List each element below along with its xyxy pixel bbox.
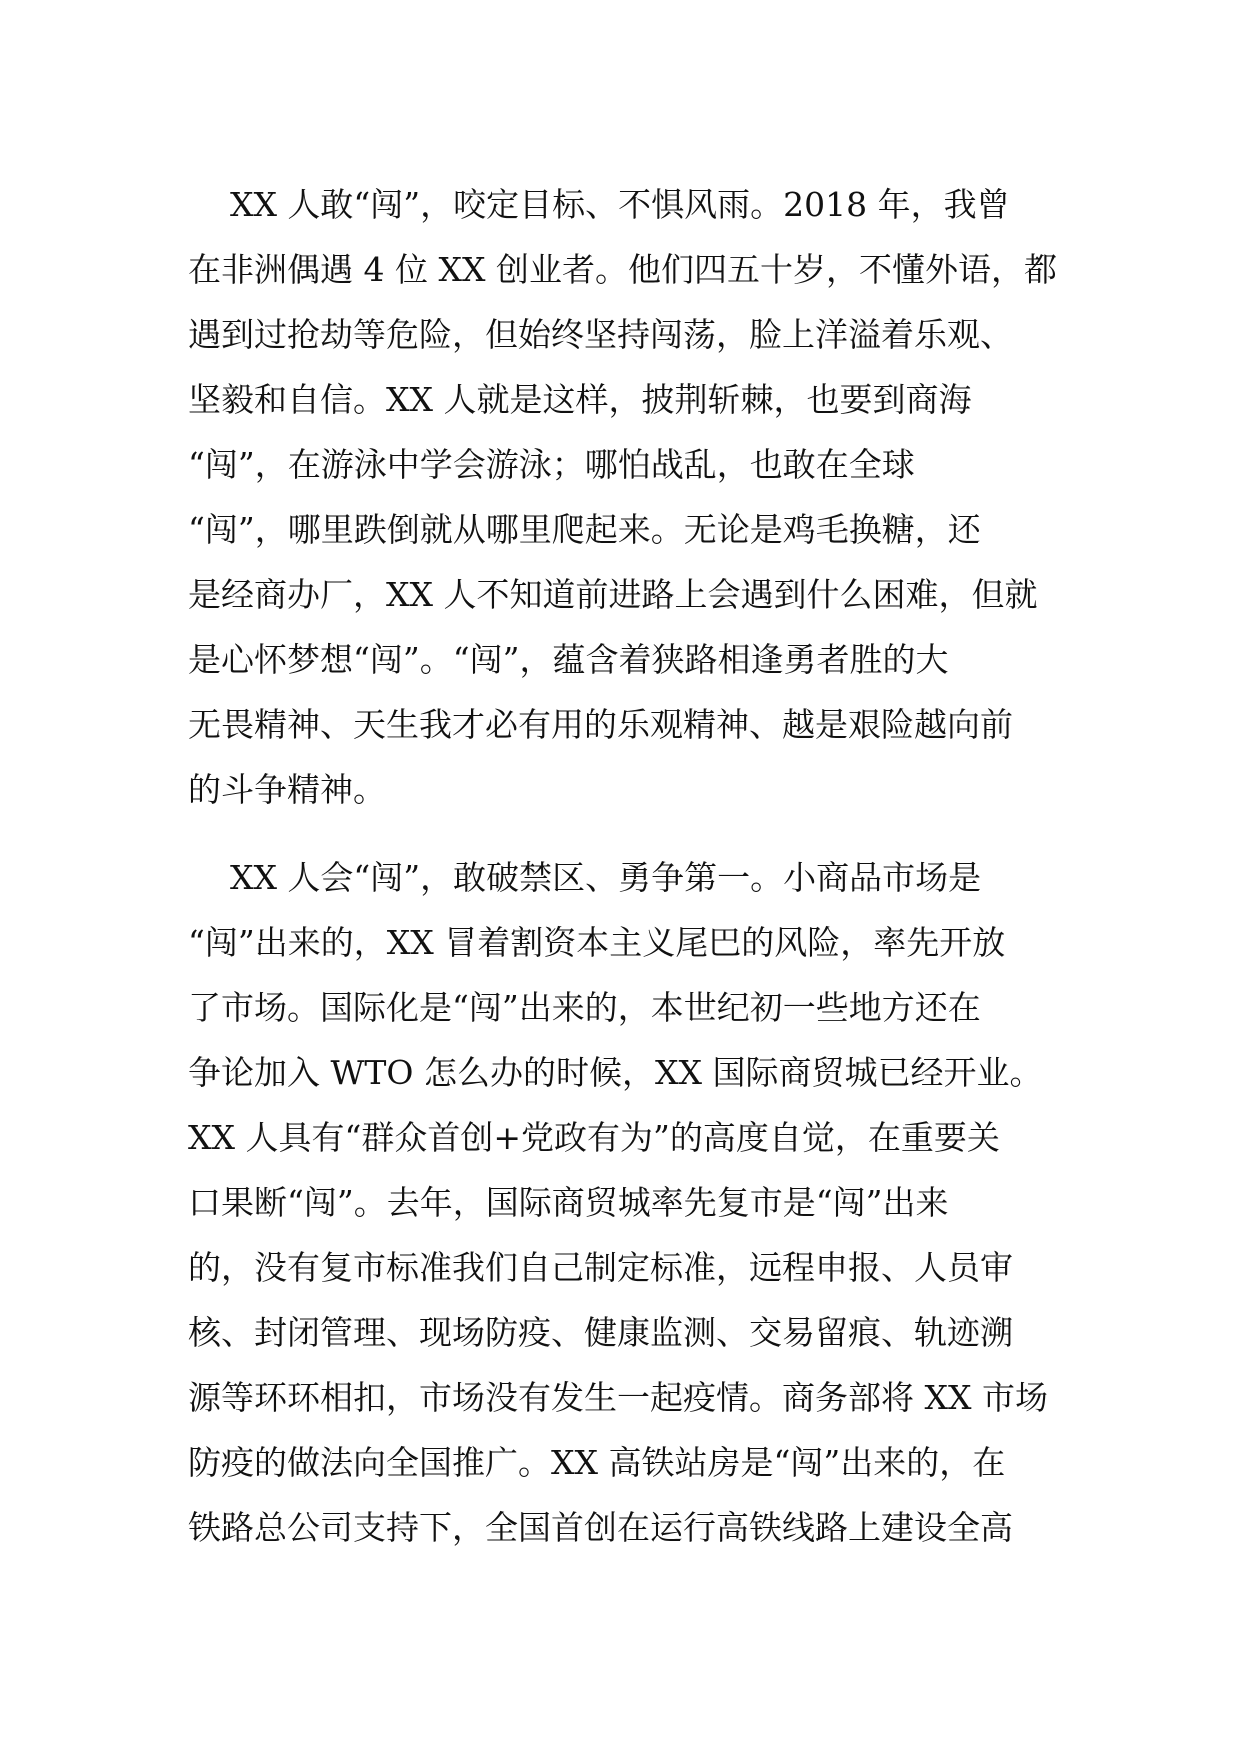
text-line: 是心怀梦想“闯”。“闯”，蕴含着狭路相逢勇者胜的大 xyxy=(188,640,949,679)
text-line: XX 人敢“闯”，咬定目标、不惧风雨。2018 年，我曾 xyxy=(188,185,1010,224)
text-line: 了市场。国际化是“闯”出来的，本世纪初一些地方还在 xyxy=(188,988,981,1027)
text-line: XX 人会“闯”，敢破禁区、勇争第一。小商品市场是 xyxy=(188,858,982,897)
text-line: 无畏精神、天生我才必有用的乐观精神、越是艰险越向前 xyxy=(188,705,1013,744)
text-line: 核、封闭管理、现场防疫、健康监测、交易留痕、轨迹溯 xyxy=(188,1313,1013,1352)
text-line: 口果断“闯”。去年，国际商贸城率先复市是“闯”出来 xyxy=(188,1183,949,1222)
text-line: XX 人具有“群众首创+党政有为”的高度自觉，在重要关 xyxy=(188,1118,1000,1157)
text-line: “闯”，在游泳中学会游泳；哪怕战乱，也敢在全球 xyxy=(188,445,915,484)
paragraph-1 xyxy=(188,172,1058,822)
text-line: 遇到过抢劫等危险，但始终坚持闯荡，脸上洋溢着乐观、 xyxy=(188,315,1013,354)
text-line: 铁路总公司支持下，全国首创在运行高铁线路上建设全高 xyxy=(188,1508,1013,1547)
text-line: 争论加入 WTO 怎么办的时候，XX 国际商贸城已经开业。 xyxy=(188,1053,1043,1092)
text-line: 防疫的做法向全国推广。XX 高铁站房是“闯”出来的，在 xyxy=(188,1443,1006,1482)
text-line: “闯”出来的，XX 冒着割资本主义尾巴的风险，率先开放 xyxy=(188,923,1006,962)
text-line: “闯”，哪里跌倒就从哪里爬起来。无论是鸡毛换糖，还 xyxy=(188,510,981,549)
text-line: 的，没有复市标准我们自己制定标准，远程申报、人员审 xyxy=(188,1248,1013,1287)
text-line: 是经商办厂，XX 人不知道前进路上会遇到什么困难，但就 xyxy=(188,575,1038,614)
text-line: 的斗争精神。 xyxy=(188,770,386,809)
text-line: 在非洲偶遇 4 位 XX 创业者。他们四五十岁，不懂外语，都 xyxy=(188,250,1057,289)
text-line: 坚毅和自信。XX 人就是这样，披荆斩棘，也要到商海 xyxy=(188,380,972,419)
text-line: 源等环环相扣，市场没有发生一起疫情。商务部将 XX 市场 xyxy=(188,1378,1048,1417)
paragraph-2 xyxy=(188,845,1058,1560)
